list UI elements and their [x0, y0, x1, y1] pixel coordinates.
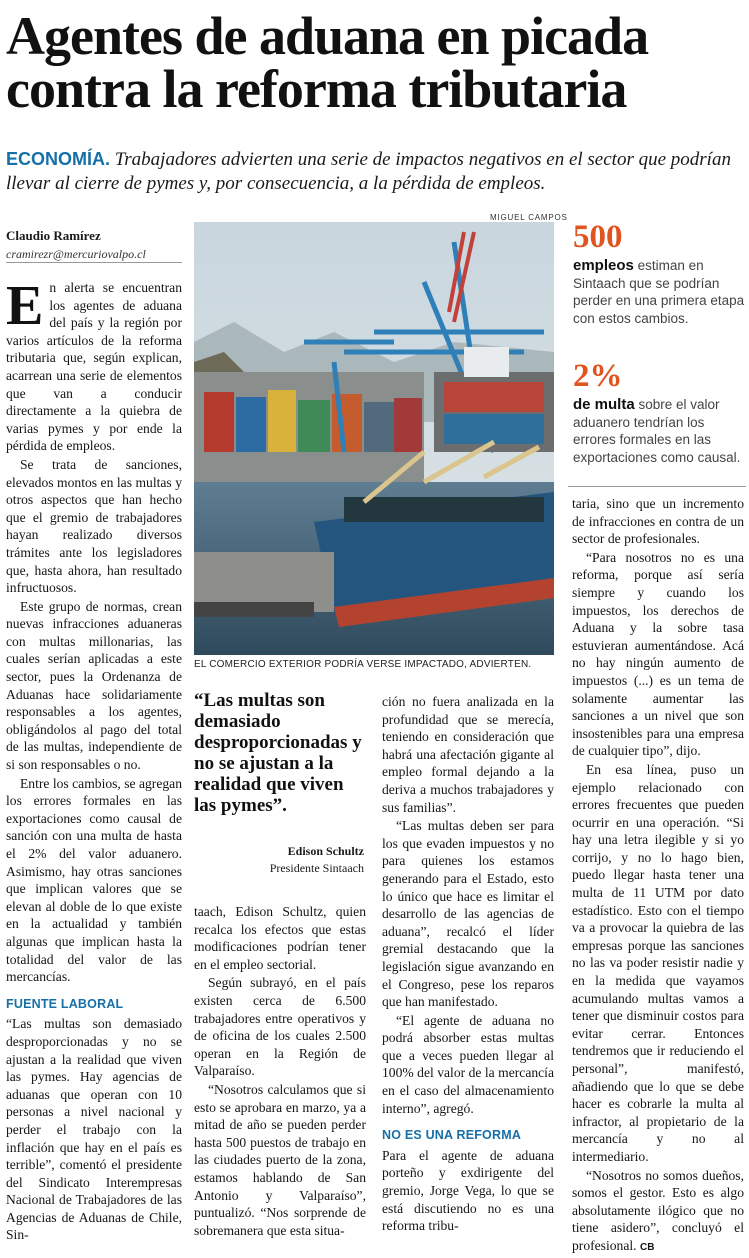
- deck: [6, 147, 744, 196]
- pull-quote-role: Presidente Sintaach: [269, 861, 364, 875]
- port-photo: [194, 222, 554, 655]
- paragraph: [572, 1167, 744, 1257]
- paragraph: “Las multas son demasiado desproporcionadas y no se ajustan a la realidad que viven las pymes. Hay agencias de aduanas que operan con 10 personas a nivel nacional y perder el trabajo con la inflación que hay en el país es terrible”, comentó el presidente del Sindicato Interempresas Nacional de Trabajadores de las Agencias de Aduanas de Chile, Sin-: [6, 1016, 182, 1243]
- port-illustration: [194, 222, 554, 655]
- pull-quote: [194, 690, 364, 876]
- paragraph: taach, Edison Schultz, quien recalca los efectos que estas modificaciones podrían tener en el empleo sectorial.: [194, 904, 366, 972]
- paragraph: “El agente de aduana no podrá absorber estas multas que a veces pueden llegar al 100% del valor de la mercancía en el caso del almacenamiento interno”, agregó.: [382, 1012, 554, 1116]
- pull-quote-name: Edison Schultz: [287, 844, 364, 858]
- paragraph: En esa línea, puso un ejemplo relacionado con errores frecuentes que pueden ocurrir en una operación. “Si hay una letra ilegible y si yo corrijo, y no lo hago bien, puedo llegar hasta tener una multa de 11 UTM por dato estadístico. Esto con el tiempo va a provocar la quiebra de las empresas porque las sanciones no las va poder resistir nadie y en la medida que vayamos acumulando multas vamos a tener que disminuir costos para evitar cerrar. Entonces tendremos que ir reduciendo el personal”, manifestó, añadiendo que lo que se debe hacer es cobrarle la multa al infractor, al propietario de la mercancía y no al intermediario.: [572, 761, 744, 1164]
- photo-credit: MIGUEL CAMPOS: [490, 213, 568, 222]
- subhead-fuente-laboral: FUENTE LABORAL: [6, 996, 124, 1011]
- stat-box-2pct: [573, 358, 745, 466]
- column-1: [6, 275, 182, 1245]
- byline: [6, 228, 186, 262]
- drop-cap: E: [6, 275, 44, 337]
- deck-text: Trabajadores advierten una serie de impactos negativos en el sector que podrían llevar al cierre de pymes y, por consecuencia, a la pérdida de empleos.: [6, 149, 731, 194]
- paragraph: Según subrayó, en el país existen cerca de 6.500 trabajadores entre operativos y de oficina de los cuales 2.500 operan en la Región de Valparaíso.: [194, 975, 366, 1079]
- stat-number: 2%: [573, 358, 623, 394]
- column-2: [194, 903, 366, 1240]
- stat-bold: de multa: [573, 396, 635, 413]
- column-3: [382, 693, 554, 1236]
- stat-desc: estiman en Sintaach que se podrían perder en una primera etapa con estos cambios.: [573, 258, 745, 326]
- paragraph: ción no fuera analizada en la profundidad que se merecía, teniendo en consideración que habrá una afectación gigante al empleo formal dejando a la deriva a muchos trabajadores y sus familias”.: [382, 694, 554, 815]
- stat-text: [573, 396, 745, 466]
- stat-number: 500: [573, 219, 623, 255]
- paragraph: Se trata de sanciones, elevados montos en las multas y otros aspectos que han hecho que el gremio de trabajadores hayan realizado diversos trámites ante los legisladores que, hasta ahora, han resultado infructuosos.: [6, 456, 182, 596]
- paragraph-text: “Nosotros no somos dueños, somos el gestor. Esto es algo absolutamente ilógico que no tiene asidero”, concluyó el profesional.: [572, 1167, 744, 1253]
- paragraph: taria, sino que un incremento de infracciones en contra de un sector de profesionales.: [572, 496, 744, 547]
- pull-quote-text: “Las multas son demasiado desproporcionadas y no se ajustan a la realidad que viven las pymes”.: [194, 690, 362, 816]
- paragraph: Entre los cambios, se agregan los errores formales en las exportaciones como causal de sanción con una multa de hasta el 2% del valor aduanero. Asimismo, hay otras sanciones que implican valores que se elevan al doble de lo que existe en la actualidad y también algunas que implican hasta la totalidad del valor de las mercancías.: [6, 775, 182, 985]
- author-name: Claudio Ramírez: [6, 228, 101, 243]
- byline-divider: [6, 262, 182, 263]
- stat-box-500: [573, 219, 745, 327]
- photo-caption: EL COMERCIO EXTERIOR PODRÍA VERSE IMPACTADO, ADVIERTEN.: [194, 659, 532, 670]
- headline: [6, 6, 746, 119]
- paragraph: “Las multas deben ser para los que evaden impuestos y no para quienes los estamos generando para el Estado, esto lo único que hace es limitar el desarrollo de las agencias de aduana”, recalcó el líder gremial destacando que la legislación sigue avanzando en el Congreso, pese los reparos que han manifestado.: [382, 818, 554, 1010]
- sidebar-divider: [568, 486, 746, 487]
- author-email[interactable]: cramirezr@mercuriovalpo.cl: [6, 247, 146, 261]
- headline-line-2: contra la reforma tributaria: [6, 59, 627, 119]
- stat-desc: sobre el valor aduanero tendrían los errores formales en las exportaciones como causal.: [573, 397, 741, 465]
- paragraph: “Nosotros calculamos que si esto se aprobara en marzo, ya a mitad de año se pueden perder hasta 500 puestos de trabajo en las ciudades puerto de la zona, estamos hablando de San Antonio y Valparaíso”, puntualizó. “Nos sorprende de sobremanera que esta situa-: [194, 1081, 366, 1238]
- stat-text: [573, 257, 745, 327]
- stat-bold: empleos: [573, 257, 634, 274]
- paragraph: [6, 275, 182, 455]
- paragraph: “Para nosotros no es una reforma, porque así sería siempre y cuando los impuestos, los derechos de Aduana y la sobre tasa estuvieran aumentándose. Acá no hay ningún aumento de impuestos (...) es un tema de solamente aumentar las sanciones a un nivel que son insostenibles para una empresa de cualquier tipo”, dijo.: [572, 549, 744, 759]
- paragraph-text: n alerta se encuentran los agentes de aduana del país y la región por varios artículos de la reforma tributaria que, según explican, acarrean una serie de elementos que van a conducir directamente a la quiebra de varias pymes y por ende la pérdida de empleos.: [6, 280, 182, 454]
- section-kicker: ECONOMÍA.: [6, 149, 111, 169]
- paragraph: Para el agente de aduana porteño y exdirigente del gremio, Jorge Vega, lo que se está discutiendo no es una reforma tribu-: [382, 1147, 554, 1234]
- subhead-no-es-una-reforma: NO ES UNA REFORMA: [382, 1128, 522, 1143]
- column-4: [572, 495, 744, 1258]
- end-mark: CB: [639, 1241, 655, 1253]
- paragraph: Este grupo de normas, crean nuevas infracciones aduaneras con multas millonarias, las cuales serían aplicadas a este sector, pues la Ordenanza de Aduanas hace solidariamente responsables a los agentes, obligándolos al pago del total de las multas, independiente de si son responsables o no.: [6, 598, 182, 773]
- headline-line-1: Agentes de aduana en picada: [6, 6, 649, 66]
